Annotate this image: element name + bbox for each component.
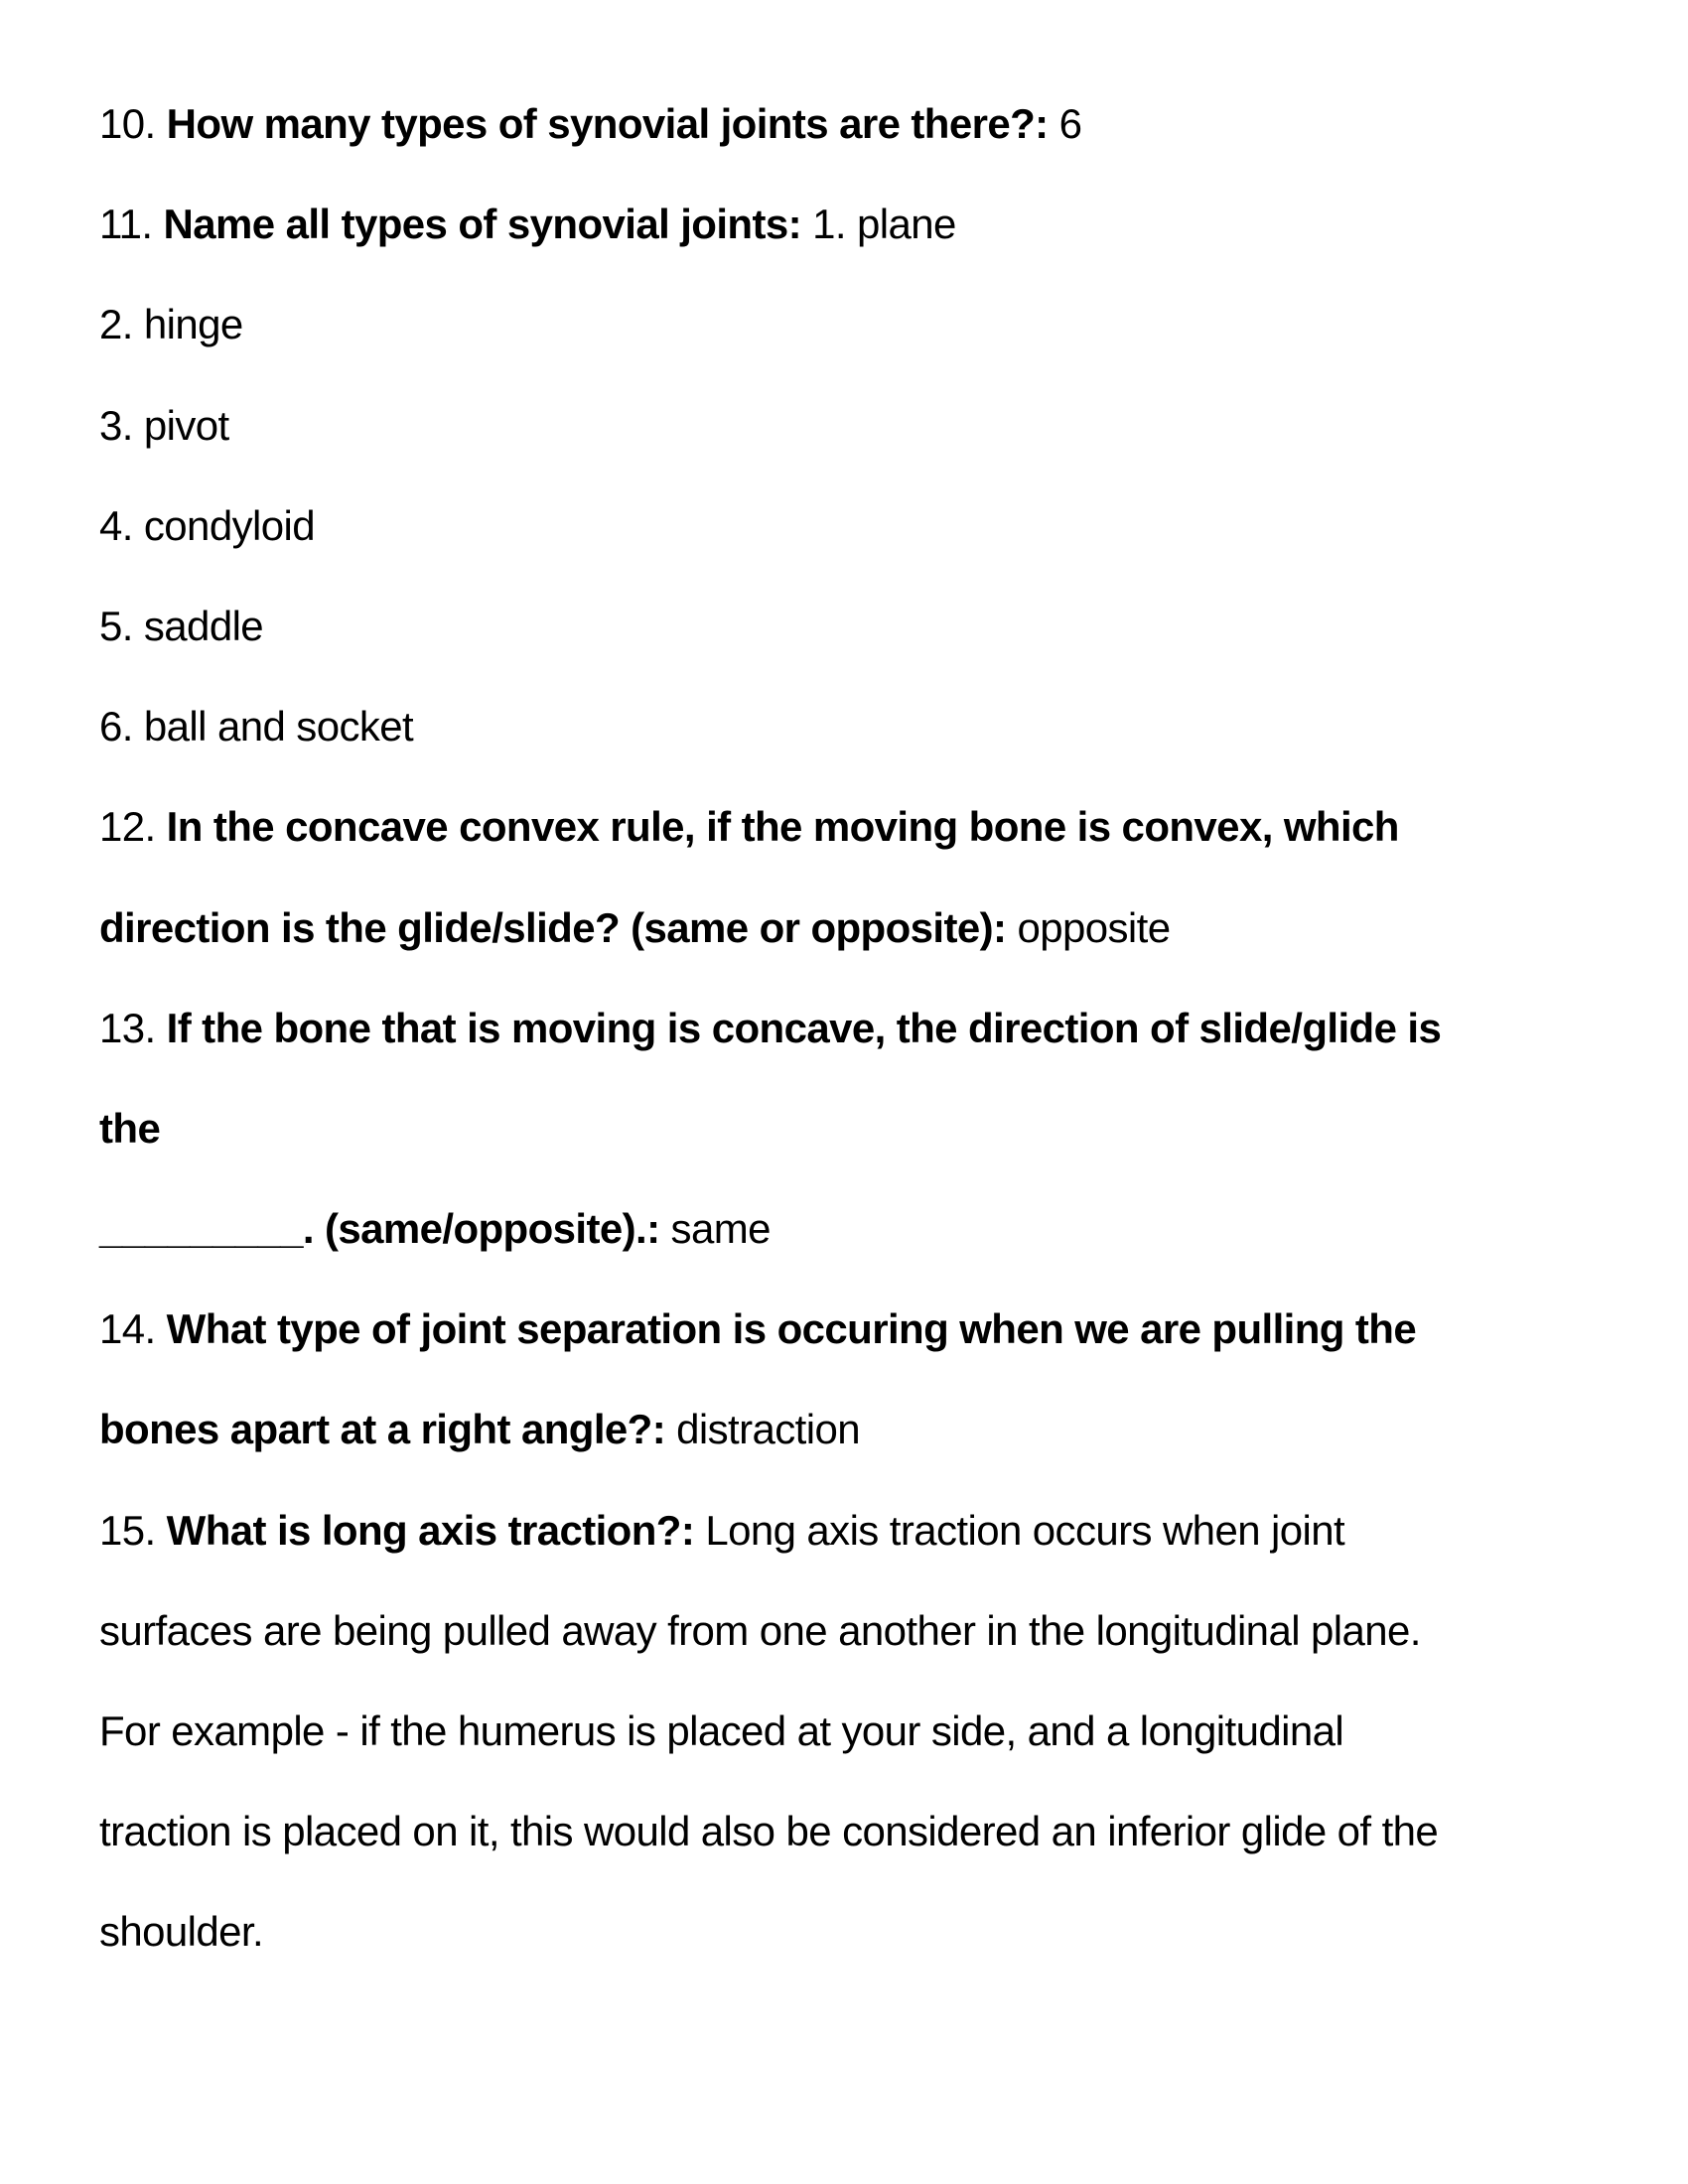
text-line: [99, 1178, 1609, 1279]
answer-text: 4. condyloid: [99, 501, 315, 549]
answer-text: surfaces are being pulled away from one another in the longitudinal plane.: [99, 1606, 1421, 1654]
text-line: [99, 1580, 1609, 1681]
answer-text: 3. pivot: [99, 401, 229, 449]
question-text: Name all types of synovial joints:: [163, 201, 802, 248]
text-line: [99, 676, 1609, 776]
answer-text: opposite: [1006, 903, 1171, 951]
question-text: What is long axis traction?:: [166, 1506, 695, 1554]
answer-text: Long axis traction occurs when joint: [694, 1506, 1345, 1554]
question-text: If the bone that is moving is concave, the direction of slide/glide is: [166, 1004, 1442, 1051]
text-line: [99, 878, 1609, 978]
text-line: [99, 1781, 1609, 1881]
answer-text: same: [659, 1205, 771, 1253]
answer-text: 12.: [99, 803, 167, 851]
answer-text: 10.: [99, 100, 167, 147]
answer-text: 13.: [99, 1004, 167, 1051]
answer-text: 1. plane: [801, 201, 956, 248]
answer-text: traction is placed on it, this would also be considered an inferior glide of the: [99, 1808, 1439, 1855]
text-line: [99, 1480, 1609, 1580]
answer-text: 2. hinge: [99, 301, 243, 348]
text-line: [99, 1078, 1609, 1178]
text-line: [99, 776, 1609, 877]
text-line: [99, 274, 1609, 374]
answer-text: 6. ball and socket: [99, 703, 414, 751]
document-page: [99, 73, 1609, 1982]
text-line: [99, 1881, 1609, 1981]
question-text: How many types of synovial joints are there?:: [166, 100, 1049, 147]
text-line: [99, 73, 1609, 174]
text-line: [99, 576, 1609, 676]
text-line: [99, 1279, 1609, 1379]
text-line: [99, 476, 1609, 576]
answer-text: distraction: [665, 1406, 860, 1453]
text-line: [99, 174, 1609, 274]
answer-text: 6: [1048, 100, 1082, 147]
question-text: In the concave convex rule, if the moving bone is convex, which: [166, 803, 1399, 851]
question-text: the: [99, 1104, 161, 1152]
question-text: _________. (same/opposite).:: [99, 1205, 660, 1253]
answer-text: 5. saddle: [99, 602, 264, 649]
text-line: [99, 375, 1609, 476]
answer-text: 14.: [99, 1305, 167, 1353]
answer-text: shoulder.: [99, 1908, 264, 1956]
question-text: bones apart at a right angle?:: [99, 1406, 666, 1453]
answer-text: 11.: [99, 201, 164, 248]
text-line: [99, 1681, 1609, 1781]
text-line: [99, 978, 1609, 1078]
question-text: What type of joint separation is occuring when we are pulling the: [166, 1305, 1417, 1353]
question-text: direction is the glide/slide? (same or opposite):: [99, 903, 1007, 951]
answer-text: 15.: [99, 1506, 167, 1554]
text-line: [99, 1379, 1609, 1479]
answer-text: For example - if the humerus is placed at your side, and a longitudinal: [99, 1707, 1344, 1754]
